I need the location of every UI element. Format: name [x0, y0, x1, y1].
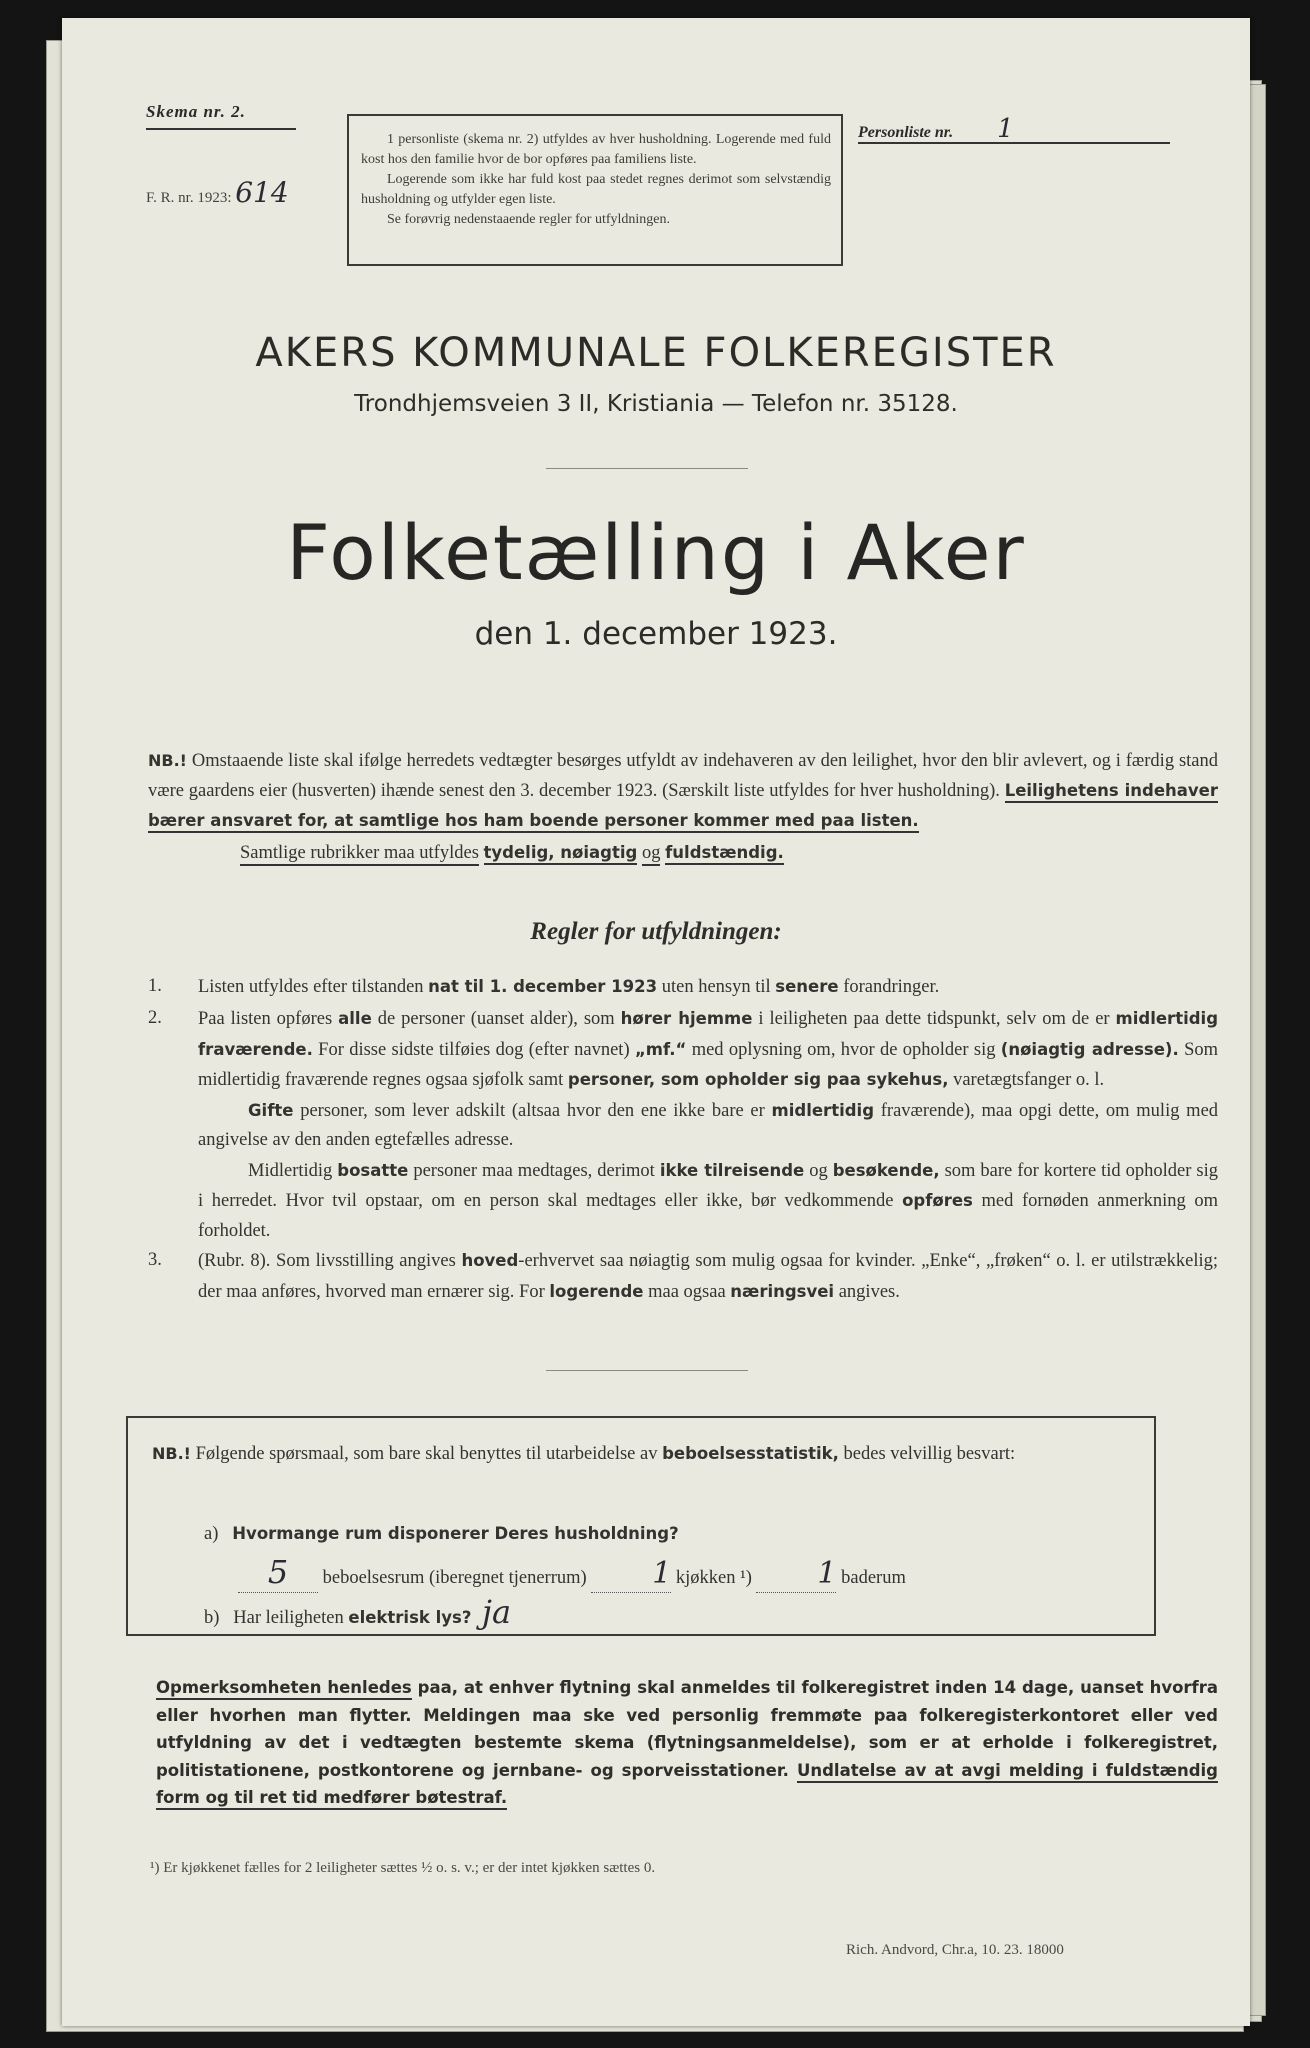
question-text: bedes velvillig besvart: [843, 1444, 1016, 1464]
rules-heading: Regler for utfyldningen: [530, 918, 782, 945]
question-intro [152, 1440, 1132, 1468]
housing-question-box [126, 1416, 1156, 1636]
rule-number: 3. [148, 1250, 162, 1270]
question-letter: b) [204, 1608, 220, 1628]
rule-text: forandringer. [843, 977, 940, 997]
rule-text: angives. [838, 1281, 900, 1302]
question-a [204, 1520, 679, 1548]
rule-2-paragraph [148, 1156, 1218, 1247]
rule-text: -erhvervet saa nøiagtig som mulig ogsaa for kvinder. „Enke“, „frøken“ o. l. er utilstrækkelig; der maa anføres, hvorved man ernærer sig. For [198, 1251, 1219, 1302]
kitchen-field [591, 1556, 672, 1593]
bath-value: 1 [817, 1556, 837, 1591]
rule-text: uten hensyn til [661, 977, 771, 997]
moving-notice [156, 1674, 1218, 1812]
info-box [347, 114, 843, 266]
organization-title: AKERS KOMMUNALE FOLKEREGISTER [255, 330, 1057, 376]
rule-text: Midlertidig [248, 1160, 333, 1181]
nb-text: Samtlige rubrikker maa utfyldes [240, 843, 479, 866]
rule-text: med oplysning om, hvor de opholder sig [691, 1039, 996, 1060]
nb-text: Omstaaende liste skal ifølge herredets vedtægter besørges utfyldt av indehaveren av den leilighet, hvor den blir avlevert, og i færdig stand være gaardens eier (husverten) ihænde senest den 3. december 1923. (Særskilt liste utfyldes for hver husholdning). [148, 751, 1219, 801]
divider [546, 468, 748, 469]
rule-bold: opføres [902, 1191, 973, 1210]
rule-bold: ikke tilreisende [659, 1160, 805, 1180]
printer-imprint: Rich. Andvord, Chr.a, 10. 23. 18000 [846, 1942, 1064, 1958]
page-title: Folketælling i Aker [286, 508, 1026, 597]
electric-light-answer: ja [482, 1593, 512, 1631]
rule-text: de personer (uanset alder), som [377, 1009, 615, 1029]
rule-bold: midlertidig fraværende. [198, 1009, 1219, 1059]
question-bold: Hvormange rum disponerer Deres husholdning? [232, 1524, 679, 1543]
fr-number-field [146, 176, 289, 209]
question-b [204, 1593, 512, 1632]
rule-text: personer, som lever adskilt (altsaa hvor den ene ikke bare er [300, 1100, 765, 1121]
rule-number: 2. [148, 1008, 162, 1028]
bath-label: baderum [841, 1568, 906, 1588]
rule-number: 1. [148, 976, 162, 996]
kitchen-value: 1 [652, 1556, 672, 1591]
rule-text: Listen utfyldes efter tilstanden [198, 977, 424, 997]
fr-label: F. R. nr. 1923: [146, 190, 232, 206]
rule-text: Som midlertidig fraværende regnes ogsaa sjøfolk samt [198, 1039, 1218, 1090]
rule-bold: besøkende, [832, 1160, 940, 1180]
address-line: Trondhjemsveien 3 II, Kristiania — Telefon nr. 35128. [354, 391, 958, 417]
info-line: Logerende som ikke har fuld kost paa stedet regnes derimot som selvstændig husholdning og utfylder egen liste. [361, 172, 831, 207]
kitchen-label: kjøkken ¹) [675, 1568, 752, 1588]
rule-bold: logerende [549, 1281, 644, 1301]
nb-notice [148, 746, 1218, 868]
nb-bold: tydelig, nøiagtig [484, 843, 638, 865]
divider [858, 142, 1170, 144]
info-line: Se forøvrig nedenstaaende regler for utfyldningen. [387, 212, 671, 227]
question-bold: elektrisk lys? [348, 1608, 472, 1627]
rule-text: fraværende), maa opgi dette, om mulig med angivelse av den anden egtefælles adresse. [198, 1100, 1219, 1150]
fr-value: 614 [235, 176, 289, 209]
question-text: Har leiligheten [233, 1608, 344, 1628]
rule-bold: (nøiagtig adresse). [1000, 1039, 1179, 1059]
divider [146, 128, 296, 130]
rule-text: i leiligheten paa dette tidspunkt, selv om de er [758, 1009, 1110, 1029]
nb-label: NB.! [148, 751, 187, 770]
skema-label: Skema nr. 2. [146, 102, 246, 121]
nb-label: NB.! [152, 1444, 191, 1463]
responsibility-text: Leilighetens indehaver bærer ansvaret for, at samtlige hos ham boende personer kommer med paa listen. [148, 781, 1218, 833]
notice-underlined: Opmerksomheten henledes [156, 1678, 412, 1700]
rule-bold: alle [338, 1009, 372, 1028]
rule-bold: nat til 1. december 1923 [428, 977, 658, 996]
rooms-answer-row [238, 1553, 906, 1593]
rule-2 [148, 1004, 1218, 1307]
divider [546, 1370, 748, 1371]
personliste-field [858, 114, 1014, 144]
rooms-label: beboelsesrum (iberegnet tjenerrum) [322, 1568, 587, 1588]
notice-text: paa, at enhver flytning skal anmeldes til folkeregistret inden 14 dage, uanset hvorfra eller hvorhen man flytter. Meldingen maa ske ved personlig fremmøte paa folkeregisterkontoret eller ved utfyldning av det i vedtægten bestemte skema (flytningsanmeldelse), som er at erholde i folkeregistret, politistationene, postkontorene og jernbane- og sporveisstationer. [156, 1678, 1218, 1780]
rule-bold: senere [775, 977, 839, 996]
rooms-field [238, 1553, 318, 1593]
rule-bold: Gifte [248, 1100, 294, 1120]
rule-text: og [809, 1160, 828, 1181]
rule-text: personer maa medtages, derimot [413, 1160, 655, 1181]
nb-line [148, 838, 1218, 868]
nb-text: og [642, 843, 661, 866]
nb-bold: fuldstændig. [665, 843, 784, 865]
rule-1 [148, 972, 1218, 1003]
notice-underlined: Undlatelse av at avgi melding i fuldstændig form og til ret tid medfører bøtestraf. [156, 1761, 1218, 1811]
rooms-value: 5 [267, 1553, 289, 1591]
question-letter: a) [204, 1524, 219, 1544]
rule-text: Paa listen opføres [198, 1009, 333, 1029]
date-line: den 1. december 1923. [474, 616, 838, 652]
rule-text: maa ogsaa [648, 1281, 726, 1302]
census-form-page [62, 18, 1250, 2026]
question-text: Følgende spørsmaal, som bare skal benyttes til utarbeidelse av [195, 1444, 658, 1464]
rule-text: For disse sidste tilføies dog (efter navnet) [318, 1039, 630, 1060]
rule-bold: midlertidig [771, 1100, 875, 1120]
rule-text: (Rubr. 8). Som livsstilling angives [198, 1251, 456, 1271]
rule-text: med fornøden anmerkning om forholdet. [198, 1191, 1219, 1241]
rule-text: som bare for kortere tid opholder sig i herredet. Hvor tvil opstaar, om en person skal medtages eller ikke, bør vedkommende [198, 1160, 1218, 1211]
rule-bold: „mf.“ [634, 1039, 687, 1059]
rule-2-paragraph [148, 1096, 1218, 1156]
rule-bold: næringsvei [730, 1281, 835, 1301]
rule-bold: bosatte [337, 1160, 409, 1180]
question-bold: beboelsesstatistik, [662, 1444, 839, 1463]
footnote: ¹) Er kjøkkenet fælles for 2 leiligheter sættes ½ o. s. v.; er der intet kjøkken sættes 0. [150, 1860, 656, 1876]
info-line: 1 personliste (skema nr. 2) utfyldes av hver husholdning. Logerende med fuld kost hos den familie hvor de bor opføres paa familiens liste. [361, 132, 831, 167]
rule-text: varetægtsfanger o. l. [953, 1070, 1105, 1090]
rule-bold: personer, som opholder sig paa sykehus, [567, 1070, 949, 1089]
rule-bold: hører hjemme [620, 1009, 753, 1028]
rule-3 [148, 1246, 1218, 1307]
bath-field [756, 1556, 837, 1593]
rule-bold: hoved [461, 1251, 519, 1270]
personliste-label: Personliste nr. [858, 124, 954, 141]
personliste-value: 1 [997, 114, 1014, 144]
